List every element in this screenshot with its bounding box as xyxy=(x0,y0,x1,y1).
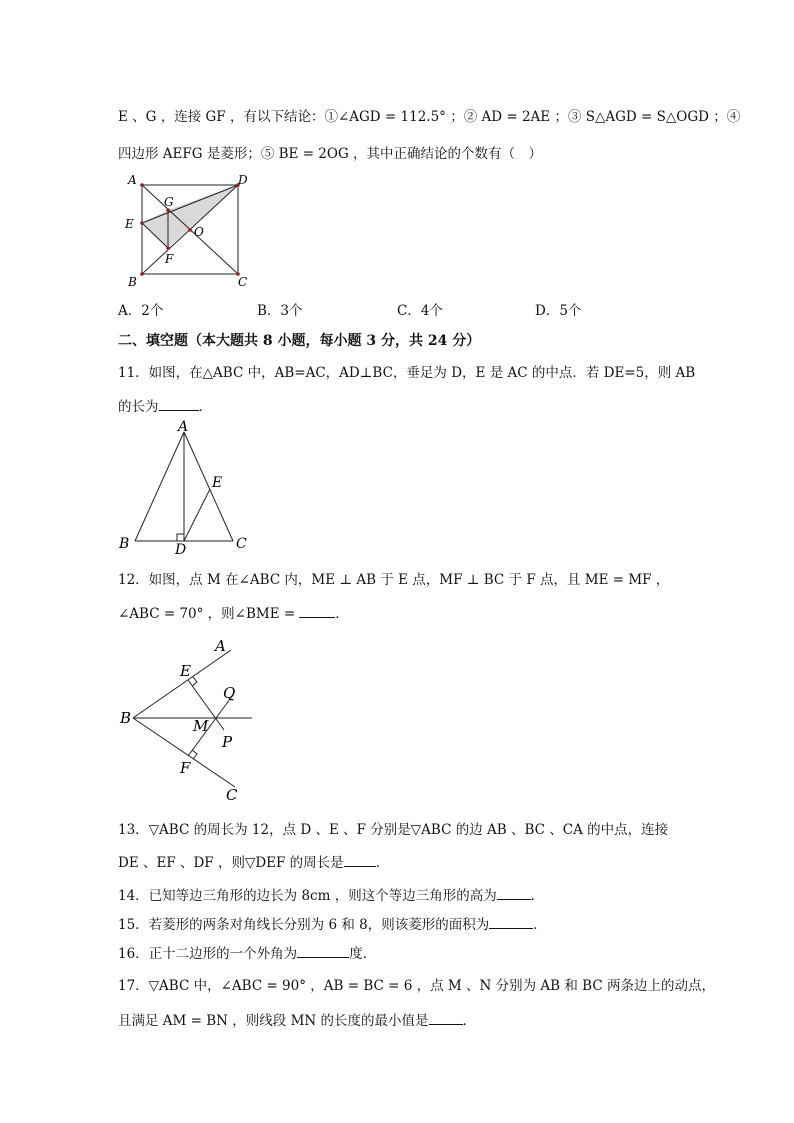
q11-label-E: E xyxy=(212,475,223,491)
choice-a[interactable]: A．2个 xyxy=(118,303,164,319)
q15-line xyxy=(118,914,547,935)
q17-line1: 17．▽ABC 中，∠ABC = 90° ，AB = BC = 6 ，点 M 、N 分别为 AB 和 BC 两条边上的动点， xyxy=(118,978,715,994)
q16-answer-blank[interactable] xyxy=(297,943,349,958)
q12-line1: 12．如图，点 M 在∠ABC 内，ME ⊥ AB 于 E 点，MF ⊥ BC 于 F 点，且 ME = MF ， xyxy=(118,572,670,588)
q15-prefix: 15．若菱形的两条对角线长分别为 6 和 8，则该菱形的面积为 xyxy=(118,917,490,933)
q10-label-G: G xyxy=(164,195,174,209)
q11-answer-blank[interactable] xyxy=(159,396,199,411)
q12-suffix: ． xyxy=(335,606,349,622)
q17-suffix: ． xyxy=(462,1013,476,1029)
q16-suffix: 度. xyxy=(349,946,367,962)
q15-answer-blank[interactable] xyxy=(489,914,533,929)
q15-suffix: ． xyxy=(533,917,547,933)
q10-label-B: B xyxy=(128,275,137,287)
q10-label-E: E xyxy=(125,217,134,231)
q13-suffix: ． xyxy=(375,855,390,871)
q13-prefix: DE 、EF 、DF ，则▽DEF 的周长是 xyxy=(118,855,344,871)
q17-prefix: 且满足 AM = BN ，则线段 MN 的长度的最小值是 xyxy=(118,1013,429,1029)
q12-label-P: P xyxy=(222,733,233,751)
section-title: 二、填空题（本大题共 8 小题，每小题 3 分，共 24 分） xyxy=(118,333,481,349)
q10-label-O: O xyxy=(194,225,204,239)
q10-label-D: D xyxy=(238,173,248,187)
q13-line2 xyxy=(118,852,389,873)
q13-answer-blank[interactable] xyxy=(344,852,376,867)
q12-label-B: B xyxy=(120,709,132,727)
q11-label-D: D xyxy=(175,542,187,555)
q16-line xyxy=(118,943,367,964)
q10-line2: 四边形 AEFG 是菱形；⑤ BE = 2OG ，其中正确结论的个数有（ ） xyxy=(118,146,543,162)
q13-line1: 13．▽ABC 的周长为 12，点 D 、E 、F 分别是▽ABC 的边 AB 、BC 、CA 的中点，连接 xyxy=(118,822,669,838)
q12-label-A: A xyxy=(215,637,226,655)
choice-b[interactable]: B．3个 xyxy=(257,303,303,319)
q17-answer-blank[interactable] xyxy=(429,1010,463,1025)
q12-answer-blank[interactable] xyxy=(299,603,335,618)
q12-line2 xyxy=(118,603,349,624)
choice-c[interactable]: C．4个 xyxy=(397,303,443,319)
q12-label-Q: Q xyxy=(223,684,236,702)
q10-label-A: A xyxy=(128,173,137,187)
q12-label-F: F xyxy=(180,759,191,777)
q11-figure xyxy=(115,420,255,555)
q12-label-E: E xyxy=(180,662,191,680)
q11-label-B: B xyxy=(119,536,130,552)
q12-figure xyxy=(118,632,268,802)
q16-prefix: 16．正十二边形的一个外角为 xyxy=(118,946,298,962)
q12-label-M: M xyxy=(193,717,209,735)
q11-suffix: ． xyxy=(198,399,212,415)
choice-d[interactable]: D．5个 xyxy=(535,303,582,319)
q14-prefix: 14．已知等边三角形的边长为 8cm ，则这个等边三角形的高为 xyxy=(118,888,497,904)
q10-label-F: F xyxy=(165,252,174,266)
q11-line1: 11．如图，在△ABC 中，AB=AC，AD⊥BC，垂足为 D，E 是 AC 的中点．若 DE=5，则 AB xyxy=(118,365,696,381)
q17-line2 xyxy=(118,1010,476,1031)
q10-figure xyxy=(120,172,260,287)
q10-line1: E 、G ，连接 GF ，有以下结论：①∠AGD = 112.5° ；② AD = 2AE ；③ S△AGD = S△OGD ；④ xyxy=(118,109,741,125)
q11-label-A: A xyxy=(178,420,189,435)
q11-label-C: C xyxy=(236,536,247,552)
q14-suffix: ． xyxy=(530,888,545,904)
q14-line xyxy=(118,885,544,906)
q12-prefix: ∠ABC = 70° ，则∠BME = xyxy=(118,606,296,622)
q11-line2 xyxy=(118,396,212,417)
q12-label-C: C xyxy=(226,786,238,802)
q14-answer-blank[interactable] xyxy=(497,885,531,900)
q11-prefix: 的长为 xyxy=(118,399,159,415)
q10-label-C: C xyxy=(238,275,248,287)
